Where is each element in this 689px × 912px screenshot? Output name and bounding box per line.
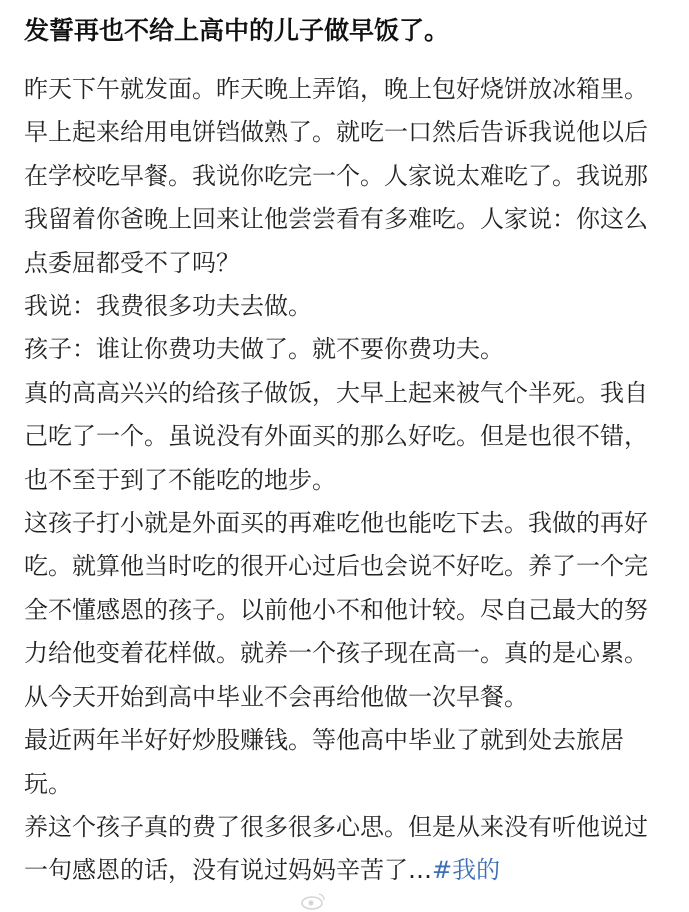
post-paragraph-6: 从今天开始到高中毕业不会再给他做一次早餐。 bbox=[24, 682, 528, 711]
post-paragraph-8-text: 养这个孩子真的费了很多很多心思。但是从来没有听他说过一句感恩的话，没有说过妈妈辛苦了… bbox=[24, 812, 648, 885]
post-paragraph-7: 最近两年半好好炒股赚钱。等他高中毕业了就到处去旅居玩。 bbox=[24, 726, 624, 798]
post-paragraph-3: 孩子：谁让你费功夫做了。就不要你费功夫。 bbox=[24, 335, 504, 364]
hashtag-link[interactable]: #我的 bbox=[432, 856, 501, 885]
post-paragraph-1: 昨天下午就发面。昨天晚上弄馅，晚上包好烧饼放冰箱里。早上起来给用电饼铛做熟了。就吃一口然后告诉我说他以后在学校吃早餐。我说你吃完一个。人家说太难吃了。我说那我留着你爸晚上回来让他尝尝看有多难吃。人家说：你这么点委屈都受不了吗？ bbox=[24, 75, 648, 277]
post-paragraph-5: 这孩子打小就是外面买的再难吃他也能吃下去。我做的再好吃。就算他当时吃的很开心过后也会说不好吃。养了一个完全不懂感恩的孩子。以前他小不和他计较。尽自己最大的努力给他变着花样做。就养一个孩子现在高一。真的是心累。 bbox=[24, 509, 648, 668]
post-body bbox=[24, 68, 667, 893]
post-title: 发誓再也不给上高中的儿子做早饭了。 bbox=[24, 16, 450, 45]
post-paragraph-2: 我说：我费很多功夫去做。 bbox=[24, 292, 312, 321]
weibo-watermark-icon bbox=[300, 892, 326, 910]
post-paragraph-8 bbox=[24, 806, 667, 893]
post-paragraph-4: 真的高高兴兴的给孩子做饭，大早上起来被气个半死。我自己吃了一个。虽说没有外面买的那么好吃。但是也很不错，也不至于到了不能吃的地步。 bbox=[24, 378, 648, 494]
